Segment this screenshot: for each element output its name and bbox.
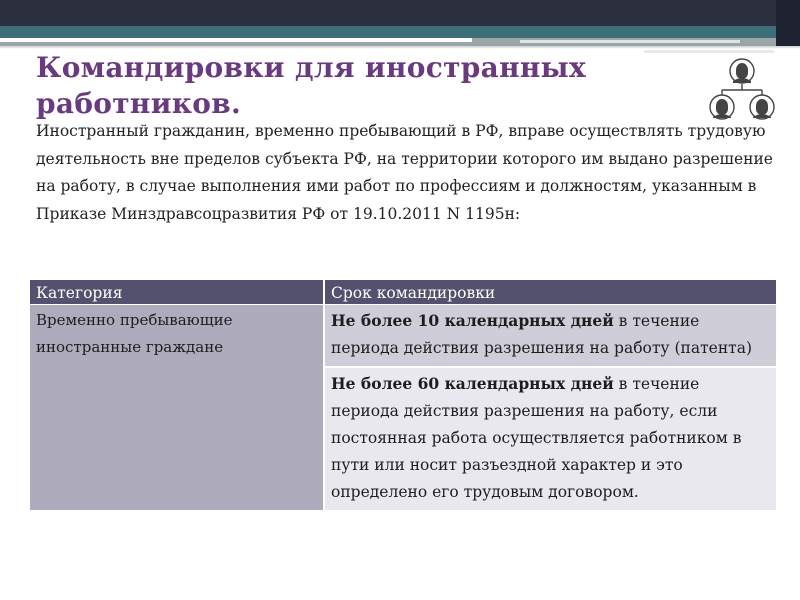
table-row	[30, 305, 776, 368]
decor-strip	[520, 40, 740, 43]
duration-limit: Не более 10 календарных дней	[331, 311, 614, 330]
table-header-row	[30, 280, 776, 305]
org-chart-people-icon	[708, 56, 776, 122]
slide-title: Командировки для иностранных работников.	[36, 51, 587, 120]
duration-limit: Не более 60 календарных дней	[331, 374, 614, 393]
category-cell: Временно пребывающие иностранные граждане	[30, 305, 324, 511]
top-band-teal	[0, 26, 800, 38]
intro-paragraph: Иностранный гражданин, временно пребывающий в РФ, вправе осуществлять трудовую деятельность вне пределов субъекта РФ, на территории которого им выдано разрешение на работу, в случае выполнения ими работ по профессиям и должностям, указанным в Приказе Минздравсоцразвития РФ от 19.10.2011 N 1195н:	[36, 122, 773, 223]
business-trip-table	[30, 280, 776, 510]
duration-cell-10-days	[324, 305, 776, 368]
duration-condition: в течение периода действия разрешения на работу, если постоянная работа осуществляется работником в пути или носит разъездной характер и это определено его трудовым договором.	[331, 375, 742, 501]
duration-cell-60-days	[324, 367, 776, 510]
corner-block	[776, 0, 800, 46]
band-shadow	[0, 46, 800, 49]
duration-condition: в течение периода действия разрешения на работу (патента)	[331, 312, 753, 357]
top-band-dark	[0, 0, 800, 26]
decor-strip	[0, 38, 472, 42]
header-trip-duration: Срок командировки	[324, 280, 776, 305]
header-category: Категория	[30, 280, 324, 305]
